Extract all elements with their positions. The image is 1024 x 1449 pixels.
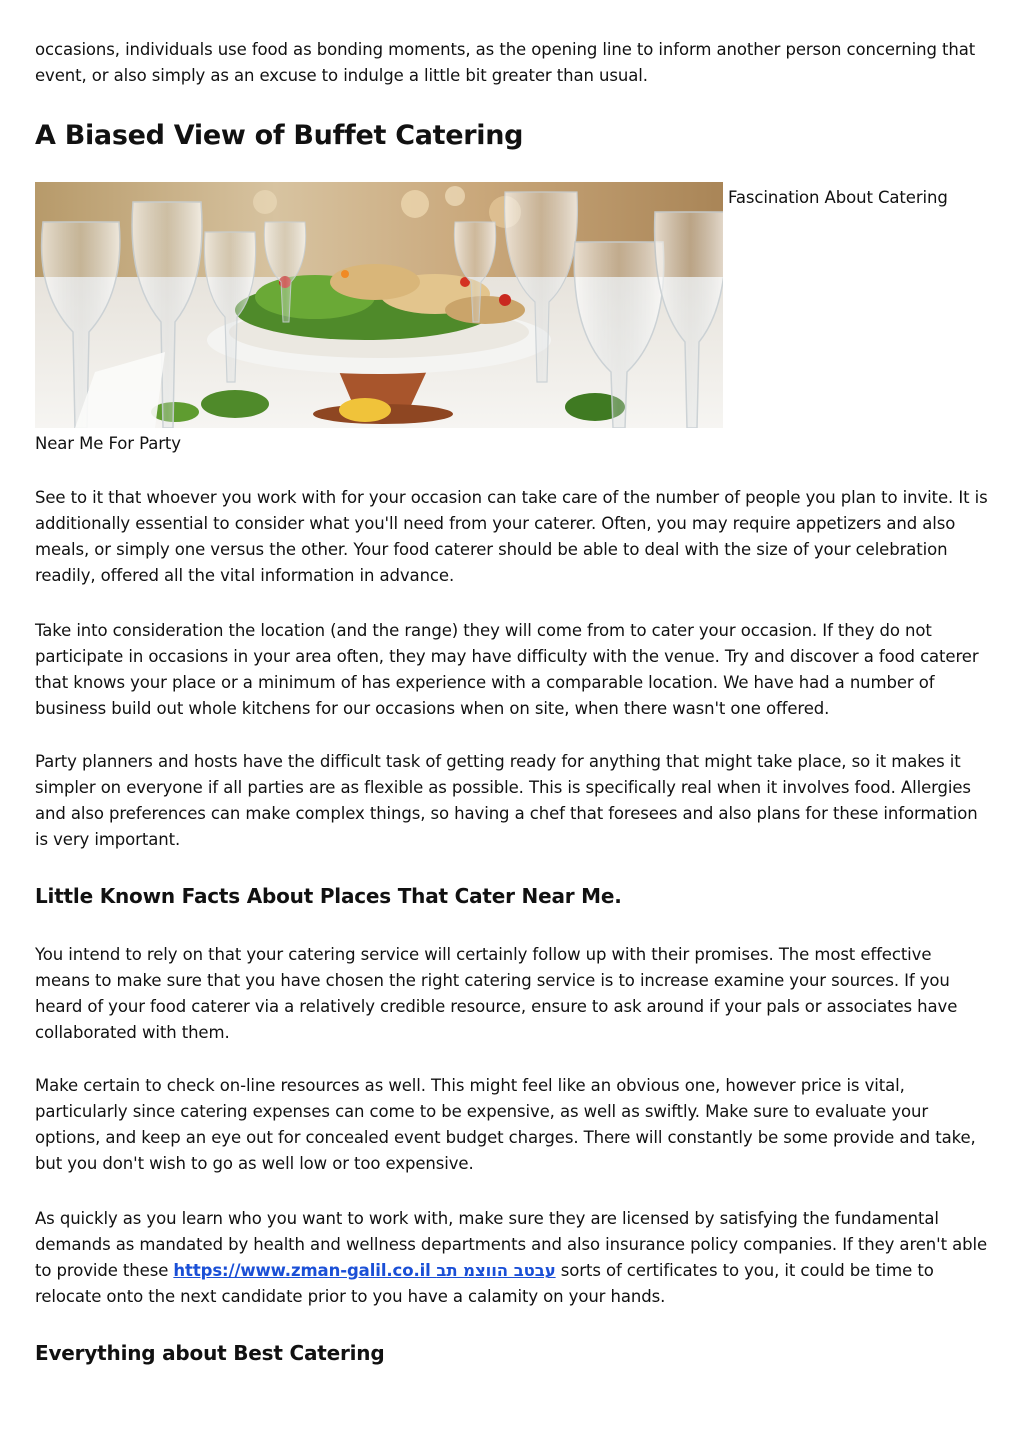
- zman-galil-link[interactable]: https://www.zman-galil.co.il עבטב הווצמ תב: [173, 1261, 556, 1280]
- paragraph: Take into consideration the location (and the range) they will come from to cater your occasion. If they do not participate in occasions in your area often, they may have difficulty with the venue. Try and discover a food caterer that knows your place or a minimum of has experience with a comparable location. We have had a number of business build out whole kitchens for our occasions when on site, when there wasn't one offered.: [35, 621, 979, 718]
- intro-paragraph: occasions, individuals use food as bonding moments, as the opening line to inform another person concerning that event, or also simply as an excuse to indulge a little bit greater than usual.: [35, 40, 976, 85]
- image-caption-below: Near Me For Party: [35, 434, 181, 453]
- section-heading-best-catering: Everything about Best Catering: [35, 1341, 385, 1365]
- paragraph: Make certain to check on-line resources as well. This might feel like an obvious one, however price is vital, particularly since catering expenses can come to be expensive, as well as swiftly. Make sure to evaluate your options, and keep an eye out for concealed event budget charges. There will constantly be some provide and take, but you don't wish to go as well low or too expensive.: [35, 1076, 976, 1173]
- buffet-photo-icon: [35, 182, 723, 428]
- paragraph: See to it that whoever you work with for your occasion can take care of the number of people you plan to invite. It is additionally essential to consider what you'll need from your caterer. Often, you may require appetizers and also meals, or simply one versus the other. Your food caterer should be able to deal with the size of your celebration readily, offered all the vital information in advance.: [35, 488, 988, 585]
- paragraph: Party planners and hosts have the difficult task of getting ready for anything that might take place, so it makes it simpler on everyone if all parties are as flexible as possible. This is specifically real when it involves food. Allergies and also preferences can make complex things, so having a chef that foresees and also plans for these information is very important.: [35, 752, 978, 849]
- paragraph-text-after-link: sorts of certificates to you, it could be time to relocate onto the next candidate prior to you have a calamity on your hands.: [35, 1261, 934, 1306]
- paragraph: You intend to rely on that your catering service will certainly follow up with their promises. The most effective means to make sure that you have chosen the right catering service is to increase examine your sources. If you heard of your food caterer via a relatively credible resource, ensure to ask around if your pals or associates have collaborated with them.: [35, 945, 958, 1042]
- section-heading-places-cater: Little Known Facts About Places That Cater Near Me.: [35, 884, 622, 908]
- section-heading-buffet-catering: A Biased View of Buffet Catering: [35, 120, 524, 151]
- paragraph-with-link: [35, 1206, 991, 1310]
- paragraph-text-before-link: As quickly as you learn who you want to work with, make sure they are licensed by satisfying the fundamental demands as mandated by health and wellness departments and also insurance policy companies. If they aren't able to provide these: [35, 1209, 988, 1280]
- image-caption-right: Fascination About Catering: [728, 188, 948, 207]
